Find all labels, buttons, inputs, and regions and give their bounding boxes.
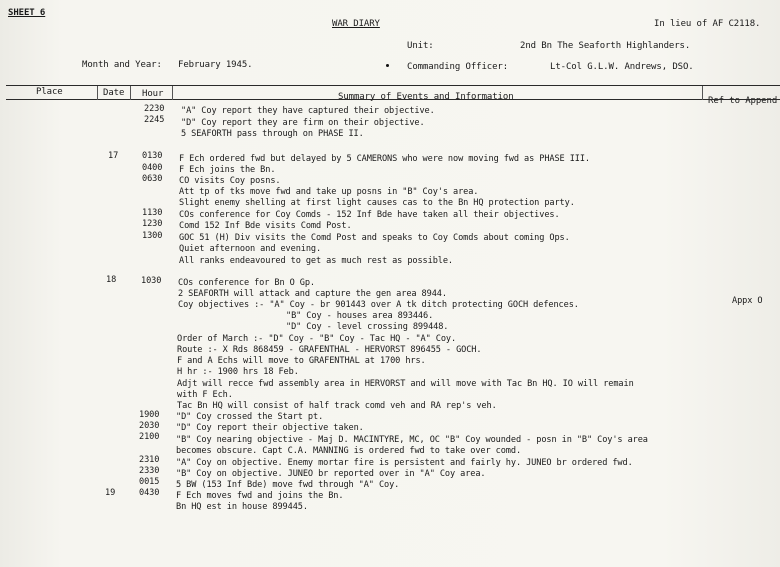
entry-hour: 2230	[144, 104, 165, 114]
column-date: Date	[103, 88, 125, 98]
entry-hour: 2310	[139, 455, 160, 465]
appendix-reference: Appx O	[732, 296, 763, 306]
column-divider	[97, 86, 98, 100]
entry-text: Slight enemy shelling at first light causes cas to the Bn HQ protection party.	[179, 198, 575, 208]
entry-hour: 0015	[139, 477, 160, 487]
entry-text: "B" Coy on objective. JUNEO br reported over in "A" Coy area.	[176, 469, 486, 479]
column-divider	[130, 86, 131, 100]
column-ref-to-append: Ref to Append	[708, 96, 778, 106]
entry-text: Tac Bn HQ will consist of half track comd veh and RA rep's veh.	[177, 401, 497, 411]
ink-mark	[386, 64, 389, 67]
entry-text: "D" Coy - level crossing 899448.	[286, 322, 449, 332]
entry-text: "D" Coy report their objective taken.	[176, 423, 364, 433]
entry-text: Route :- X Rds 868459 - GRAFENTHAL - HERVORST 896455 - GOCH.	[177, 345, 482, 355]
form-reference: In lieu of AF C2118.	[654, 19, 761, 29]
entry-hour: 2030	[139, 421, 160, 431]
unit-label: Unit:	[407, 41, 434, 51]
header-bottom-rule	[6, 99, 780, 100]
entry-text: All ranks endeavoured to get as much rest as possible.	[179, 256, 453, 266]
entry-hour: 2330	[139, 466, 160, 476]
entry-hour: 0400	[142, 163, 163, 173]
entry-text: H hr :- 1900 hrs 18 Feb.	[177, 367, 299, 377]
entry-date: 18	[106, 275, 117, 285]
commanding-officer-label: Commanding Officer:	[407, 62, 509, 72]
header-top-rule	[6, 85, 780, 86]
entry-text: CO visits Coy posns.	[179, 176, 281, 186]
commanding-officer-value: Lt-Col G.L.W. Andrews, DSO.	[550, 62, 694, 72]
column-divider	[172, 86, 173, 100]
sheet-number: SHEET 6	[8, 8, 46, 18]
entry-text: 2 SEAFORTH will attack and capture the gen area 8944.	[178, 289, 447, 299]
entry-text: "D" Coy crossed the Start pt.	[176, 412, 324, 422]
unit-value: 2nd Bn The Seaforth Highlanders.	[520, 41, 691, 51]
entry-text: "A" Coy on objective. Enemy mortar fire is persistent and fairly hy. JUNEO br ordered fwd.	[176, 458, 633, 468]
entry-text: Order of March :- "D" Coy - "B" Coy - Tac HQ - "A" Coy.	[177, 334, 457, 344]
column-summary: Summary of Events and Information	[338, 92, 514, 102]
entry-text: "A" Coy report they have captured their objective.	[181, 106, 435, 116]
entry-text: F Ech moves fwd and joins the Bn.	[176, 491, 344, 501]
entry-text: 5 SEAFORTH pass through on PHASE II.	[181, 129, 364, 139]
document-title: WAR DIARY	[332, 19, 380, 29]
entry-hour: 1230	[142, 219, 163, 229]
entry-text: Comd 152 Inf Bde visits Comd Post.	[179, 221, 352, 231]
month-year-label: Month and Year:	[82, 60, 162, 70]
entry-hour: 1030	[141, 276, 162, 286]
entry-hour: 2245	[144, 115, 165, 125]
entry-text: Att tp of tks move fwd and take up posns in "B" Coy's area.	[179, 187, 479, 197]
entry-hour: 2100	[139, 432, 160, 442]
entry-text: Coy objectives :- "A" Coy - br 901443 over A tk ditch protecting GOCH defences.	[178, 300, 579, 310]
entry-text: "B" Coy nearing objective - Maj D. MACINTYRE, MC, OC "B" Coy wounded - posn in "B" Coy's area	[176, 435, 648, 445]
entry-text: COs conference for Coy Comds - 152 Inf Bde have taken all their objectives.	[179, 210, 560, 220]
entry-hour: 1900	[139, 410, 160, 420]
entry-hour: 0130	[142, 151, 163, 161]
entry-text: GOC 51 (H) Div visits the Comd Post and speaks to Coy Comds about coming Ops.	[179, 233, 570, 243]
entry-text: becomes obscure. Capt C.A. MANNING is ordered fwd to take over comd.	[176, 446, 522, 456]
entry-text: Bn HQ est in house 899445.	[176, 502, 308, 512]
entry-hour: 0630	[142, 174, 163, 184]
entry-hour: 1130	[142, 208, 163, 218]
entry-text: F Ech joins the Bn.	[179, 165, 276, 175]
entry-text: Adjt will recce fwd assembly area in HERVORST and will move with Tac Bn HQ. IO will remain	[177, 379, 634, 389]
entry-date: 19	[105, 488, 116, 498]
column-place: Place	[36, 87, 63, 97]
entry-date: 17	[108, 151, 119, 161]
column-divider	[702, 86, 703, 100]
entry-hour: 1300	[142, 231, 163, 241]
column-hour: Hour	[142, 89, 164, 99]
entry-text: Quiet afternoon and evening.	[179, 244, 322, 254]
entry-hour: 0430	[139, 488, 160, 498]
entry-text: with F Ech.	[177, 390, 233, 400]
entry-text: COs conference for Bn O Gp.	[178, 278, 315, 288]
month-year-value: February 1945.	[178, 60, 253, 70]
entry-text: "D" Coy report they are firm on their objective.	[181, 118, 425, 128]
entry-text: 5 BW (153 Inf Bde) move fwd through "A" Coy.	[176, 480, 400, 490]
entry-text: F and A Echs will move to GRAFENTHAL at 1700 hrs.	[177, 356, 426, 366]
entry-text: "B" Coy - houses area 893446.	[286, 311, 434, 321]
entry-text: F Ech ordered fwd but delayed by 5 CAMERONS who were now moving fwd as PHASE III.	[179, 154, 590, 164]
